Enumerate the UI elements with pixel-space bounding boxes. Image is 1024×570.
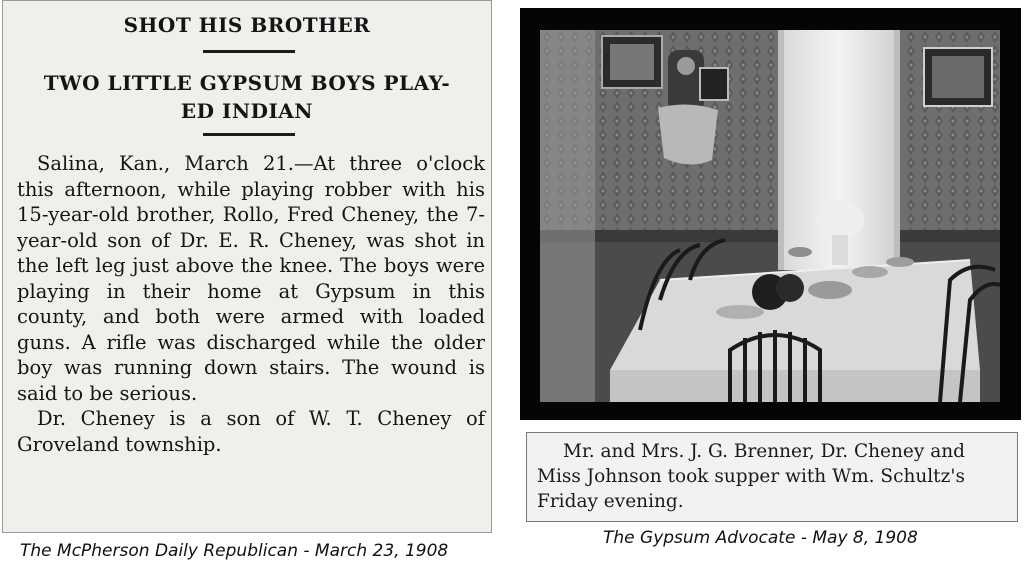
divider-rule [203, 133, 295, 136]
divider-rule [203, 50, 295, 53]
article-paragraph-1: Salina, Kan., March 21.—At three o'clock this afternoon, while playing robber with his 15-year-old brother, Rollo, Fred Cheney, the 7-year-old son of Dr. E. R. Cheney, was shot in the left leg just above the knee. The boys were playing in their home at Gypsum in this county, and both were armed with loaded guns. A rifle was discharged while the older boy was running down stairs. The wound is said to be serious. [17, 152, 485, 405]
article-body [17, 151, 485, 457]
dining-room-photo [540, 30, 1000, 402]
dining-room-illustration [540, 30, 1000, 402]
right-caption: The Gypsum Advocate - May 8, 1908 [603, 528, 918, 548]
left-caption: The McPherson Daily Republican - March 23, 1908 [20, 541, 449, 561]
subheadline [3, 69, 491, 125]
headline: SHOT HIS BROTHER [123, 13, 371, 37]
subheadline-line1: TWO LITTLE GYPSUM BOYS PLAY- [43, 71, 451, 95]
subheadline-line2: ED INDIAN [180, 99, 314, 123]
social-notice-text: Mr. and Mrs. J. G. Brenner, Dr. Cheney and Miss Johnson took supper with Wm. Schultz's Friday evening. [537, 441, 965, 512]
photo-frame [520, 8, 1021, 420]
social-notice [537, 439, 1012, 514]
newspaper-clipping-left [2, 0, 492, 533]
newspaper-clipping-right [526, 432, 1018, 522]
article-paragraph-2: Dr. Cheney is a son of W. T. Cheney of Groveland township. [17, 407, 485, 456]
